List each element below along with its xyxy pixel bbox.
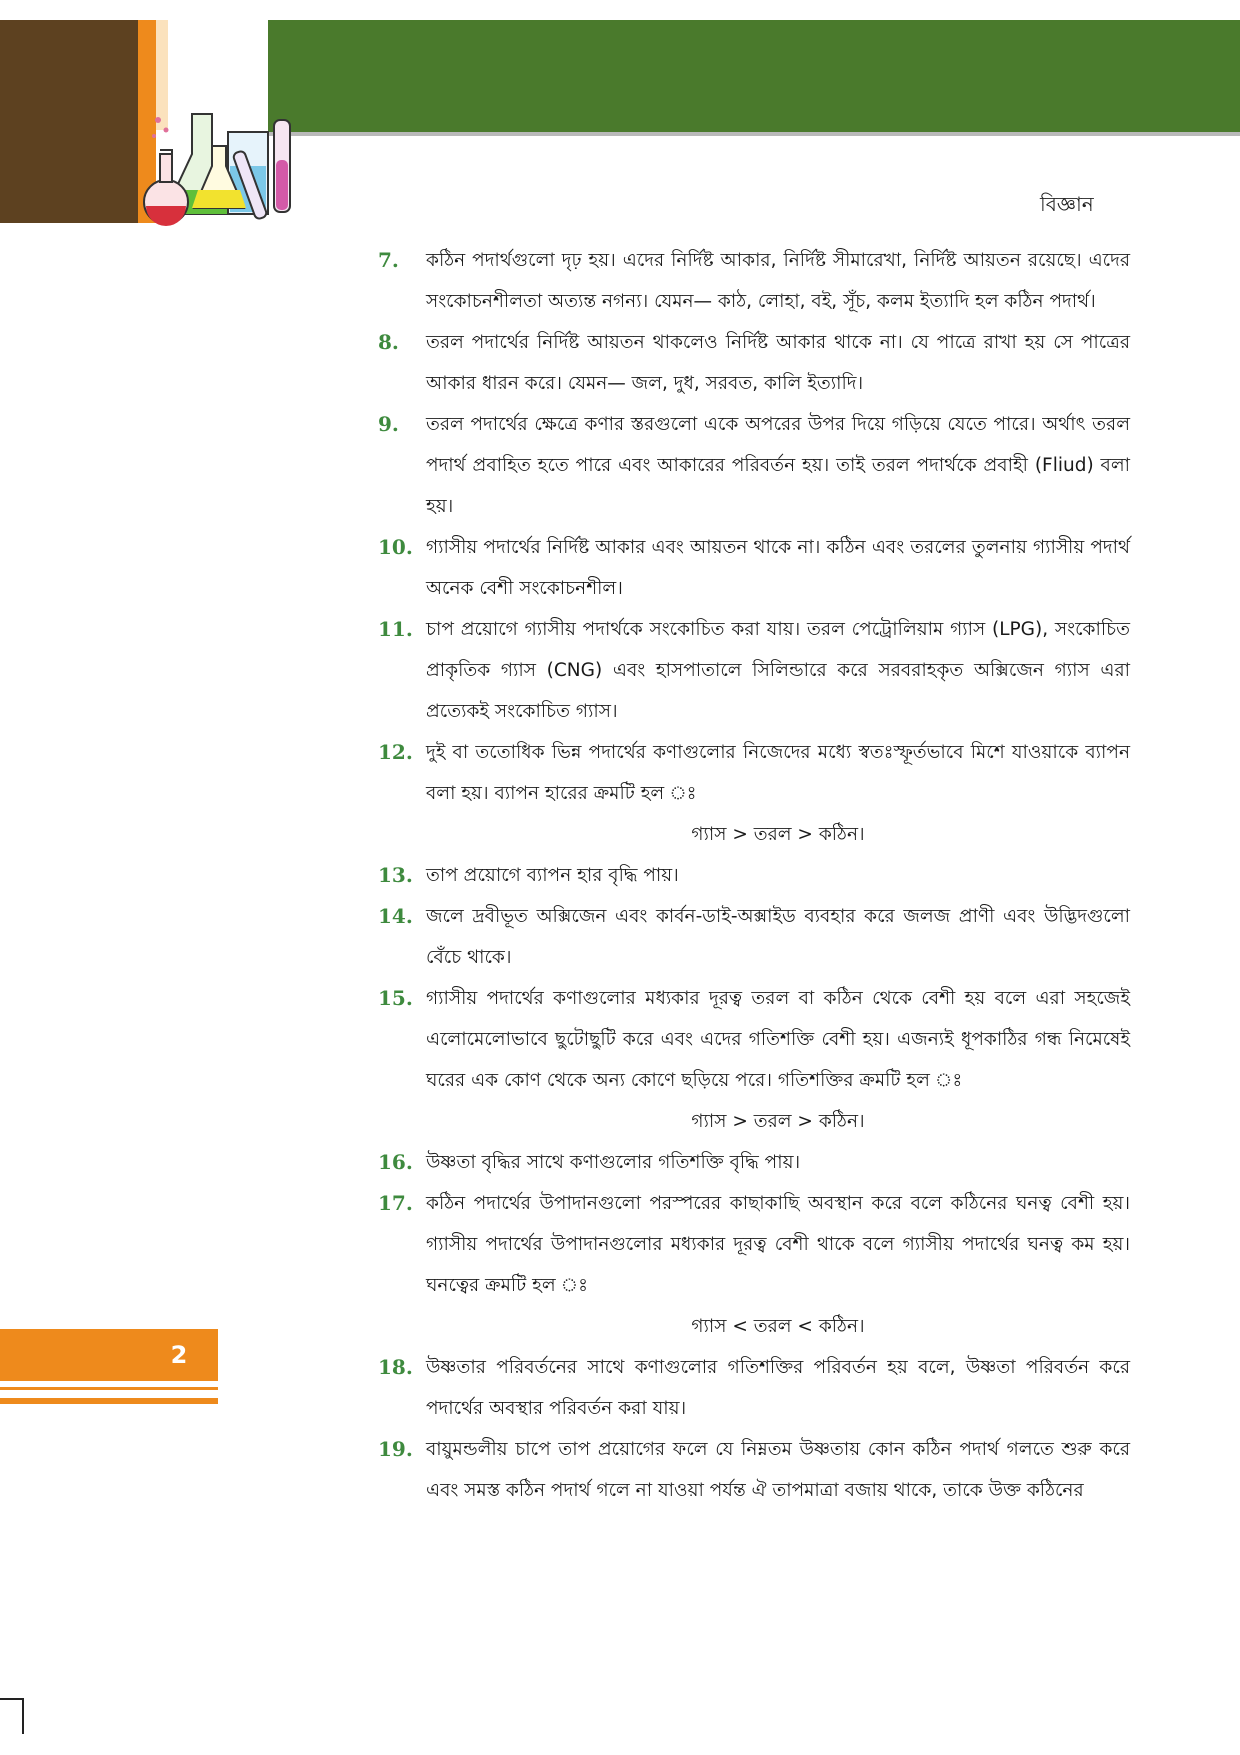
list-item [378,1429,1130,1511]
item-text: চাপ প্রয়োগে গ্যাসীয় পদার্থকে সংকোচিত করা যায়। তরল পেট্রোলিয়াম গ্যাস (LPG), সংকোচিত প্রাকৃতিক গ্যাস (CNG) এবং হাসপাতালে সিলিন্ডারে করে সরবরাহকৃত অক্সিজেন গ্যাস এরা প্রত্যেকই সংকোচিত গ্যাস। [426,619,1130,722]
header-green-banner [268,20,1240,132]
item-number: 10. [378,535,413,559]
list-item [378,240,1130,322]
order-formula: গ্যাস < তরল < কঠিন। [691,1316,865,1337]
header-brown-block [0,20,138,223]
page-tab-rule [0,1387,218,1390]
order-formula: গ্যাস > তরল > কঠিন। [691,1111,865,1132]
list-item [378,527,1130,609]
header-banner-shadow [268,132,1240,136]
item-text: কঠিন পদার্থগুলো দৃঢ় হয়। এদের নির্দিষ্ট আকার, নির্দিষ্ট সীমারেখা, নির্দিষ্ট আয়তন রয়েছে। এদের সংকোচনশীলতা অত্যন্ত নগন্য। যেমন— কাঠ, লোহা, বই, সূঁচ, কলম ইত্যাদি হল কঠিন পদার্থ। [426,250,1130,312]
item-number: 17. [378,1191,413,1215]
page-number: 2 [0,1329,218,1381]
item-number: 18. [378,1355,413,1379]
item-number: 13. [378,863,413,887]
item-text: কঠিন পদার্থের উপাদানগুলো পরস্পরের কাছাকাছি অবস্থান করে বলে কঠিনের ঘনত্ব বেশী হয়। গ্যাসীয় পদার্থের উপাদানগুলোর মধ্যকার দূরত্ব বেশী থাকে বলে গ্যাসীয় পদার্থের ঘনত্ব কম হয়। ঘনত্বের ক্রমটি হল ঃ [426,1193,1130,1296]
item-text: বায়ুমন্ডলীয় চাপে তাপ প্রয়োগের ফলে যে নিম্নতম উষ্ণতায় কোন কঠিন পদার্থ গলতে শুরু করে এবং সমস্ত কঠিন পদার্থ গলে না যাওয়া পর্যন্ত ঐ তাপমাত্রা বজায় থাকে, তাকে উক্ত কঠিনের [426,1439,1130,1501]
list-item [378,1142,1130,1183]
item-number: 7. [378,248,399,272]
item-text: জলে দ্রবীভূত অক্সিজেন এবং কার্বন-ডাই-অক্সাইড ব্যবহার করে জলজ প্রাণী এবং উদ্ভিদগুলো বেঁচে থাকে। [426,906,1130,968]
item-text: তরল পদার্থের ক্ষেত্রে কণার স্তরগুলো একে অপরের উপর দিয়ে গড়িয়ে যেতে পারে। অর্থাৎ তরল পদার্থ প্রবাহিত হতে পারে এবং আকারের পরিবর্তন হয়। তাই তরল পদার্থকে প্রবাহী (Fliud) বলা হয়। [426,414,1130,517]
lab-glassware-icon [140,110,320,228]
item-text: তরল পদার্থের নির্দিষ্ট আয়তন থাকলেও নির্দিষ্ট আকার থাকে না। যে পাত্রে রাখা হয় সে পাত্রের আকার ধারন করে। যেমন— জল, দুধ, সরবত, কালি ইত্যাদি। [426,332,1130,394]
order-formula: গ্যাস > তরল > কঠিন। [691,824,865,845]
subject-title: বিজ্ঞান [1040,192,1094,216]
item-number: 12. [378,740,413,764]
list-item [378,732,1130,814]
list-item [378,855,1130,896]
item-number: 8. [378,330,399,354]
list-item [378,404,1130,527]
item-number: 14. [378,904,413,928]
item-number: 11. [378,617,413,641]
list-item [378,1347,1130,1429]
list-item [378,978,1130,1101]
item-number: 16. [378,1150,413,1174]
item-number: 15. [378,986,413,1010]
item-text: উষ্ণতা বৃদ্ধির সাথে কণাগুলোর গতিশক্তি বৃদ্ধি পায়। [426,1152,801,1173]
item-text: গ্যাসীয় পদার্থের নির্দিষ্ট আকার এবং আয়তন থাকে না। কঠিন এবং তরলের তুলনায় গ্যাসীয় পদার্থ অনেক বেশী সংকোচনশীল। [426,537,1130,599]
item-text: গ্যাসীয় পদার্থের কণাগুলোর মধ্যকার দূরত্ব তরল বা কঠিন থেকে বেশী হয় বলে এরা সহজেই এলোমেলোভাবে ছুটোছুটি করে এবং এদের গতিশক্তি বেশী হয়। এজন্যই ধূপকাঠির গন্ধ নিমেষেই ঘরের এক কোণ থেকে অন্য কোণে ছড়িয়ে পরে। গতিশক্তির ক্রমটি হল ঃ [426,988,1130,1091]
item-text: উষ্ণতার পরিবর্তনের সাথে কণাগুলোর গতিশক্তির পরিবর্তন হয় বলে, উষ্ণতা পরিবর্তন করে পদার্থের অবস্থার পরিবর্তন করা যায়। [426,1357,1130,1419]
item-text: দুই বা ততোধিক ভিন্ন পদার্থের কণাগুলোর নিজেদের মধ্যে স্বতঃস্ফূর্তভাবে মিশে যাওয়াকে ব্যাপন বলা হয়। ব্যাপন হারের ক্রমটি হল ঃ [426,742,1130,804]
list-item [378,1183,1130,1306]
list-item [378,322,1130,404]
crop-mark [0,1698,22,1700]
numbered-list [378,240,1130,1511]
list-item [378,609,1130,732]
crop-mark [22,1698,24,1734]
list-item [378,896,1130,978]
item-number: 19. [378,1437,413,1461]
item-text: তাপ প্রয়োগে ব্যাপন হার বৃদ্ধি পায়। [426,865,679,886]
item-number: 9. [378,412,399,436]
page-tab-rule [0,1398,218,1404]
